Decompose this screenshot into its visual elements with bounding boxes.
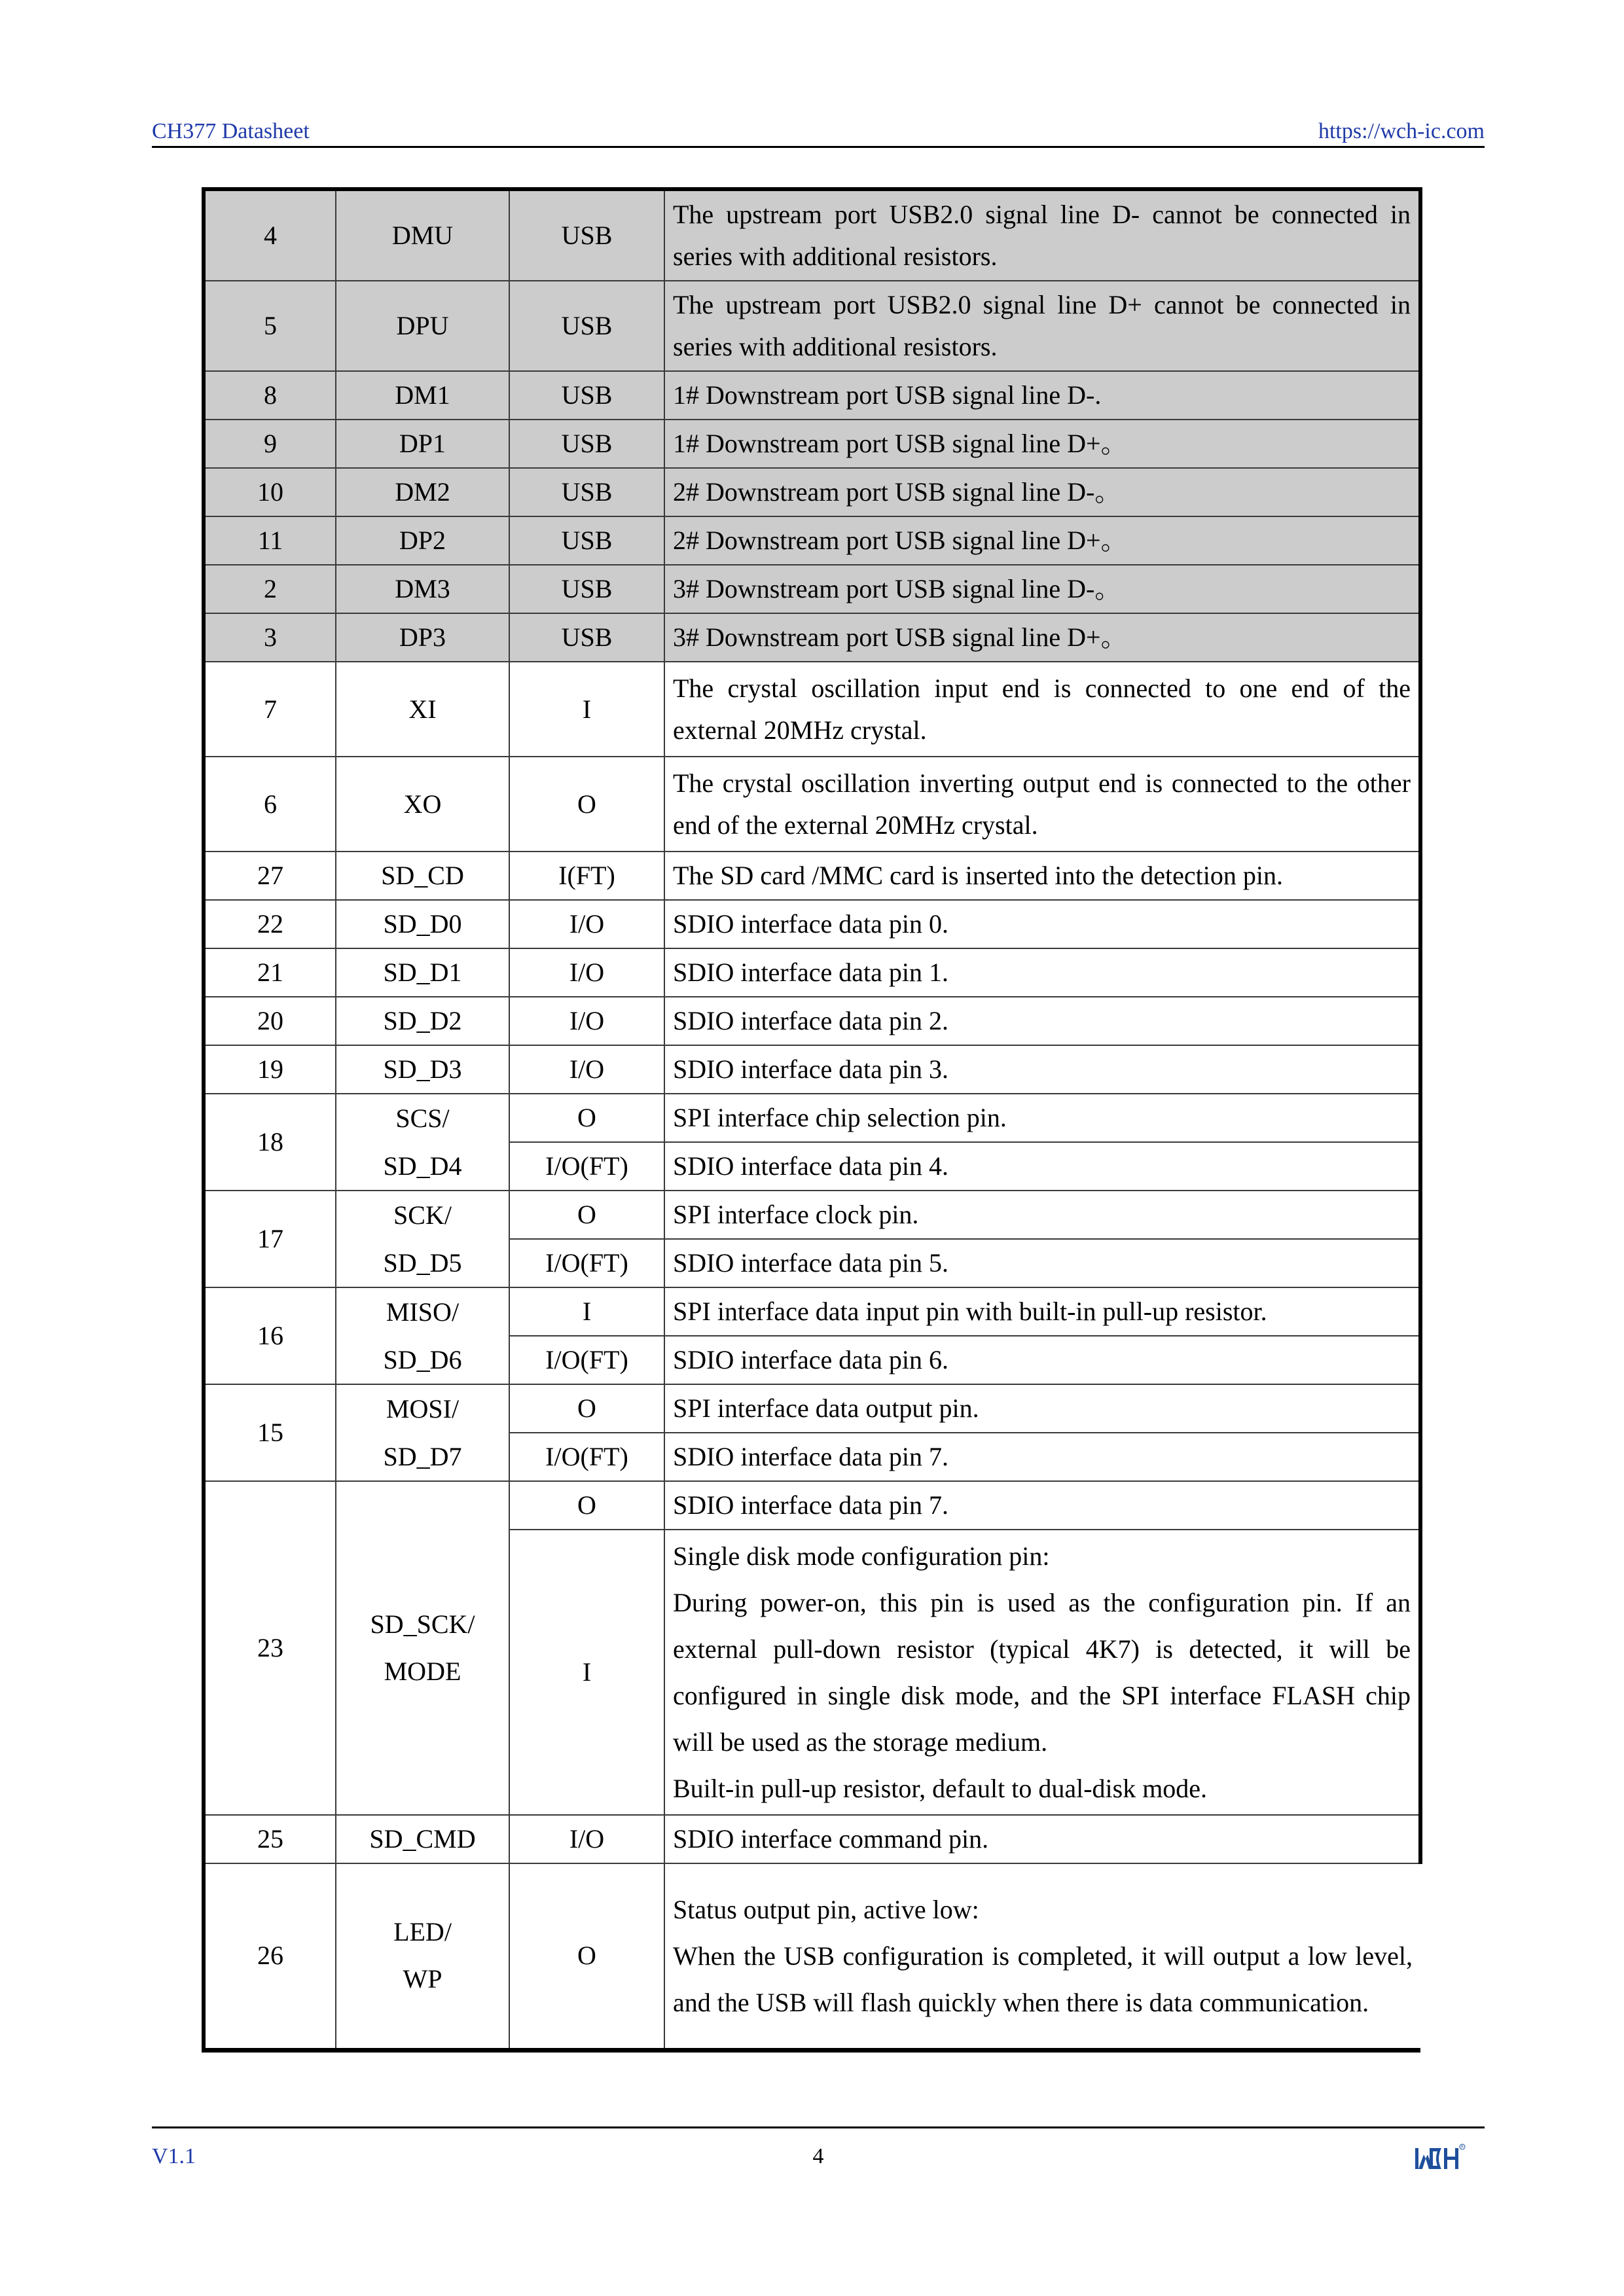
pin-name bbox=[336, 1287, 509, 1384]
pin-type: I/O bbox=[509, 948, 664, 997]
table-row bbox=[204, 1045, 1420, 1094]
pin-name bbox=[336, 1863, 509, 2050]
pin-number: 4 bbox=[204, 189, 336, 281]
page-header bbox=[152, 115, 1485, 149]
pin-description: SDIO interface data pin 3. bbox=[664, 1045, 1420, 1094]
pin-name-secondary: SD_D4 bbox=[383, 1151, 462, 1181]
table-row bbox=[204, 1863, 1420, 2050]
pin-number: 15 bbox=[204, 1384, 336, 1481]
description-line: Single disk mode configuration pin: bbox=[673, 1541, 1050, 1571]
pin-description: SDIO interface data pin 5. bbox=[664, 1239, 1420, 1287]
pin-name: DM1 bbox=[336, 371, 509, 420]
table-row bbox=[204, 1191, 1420, 1239]
pin-number: 20 bbox=[204, 997, 336, 1045]
pin-name-secondary: SD_D5 bbox=[383, 1248, 462, 1278]
pin-name: SD_D1 bbox=[336, 948, 509, 997]
pin-type: O bbox=[509, 1191, 664, 1239]
pin-number: 2 bbox=[204, 565, 336, 613]
pin-name: DPU bbox=[336, 281, 509, 371]
pin-description: The upstream port USB2.0 signal line D+ cannot be connected in series with additional resistors. bbox=[664, 281, 1420, 371]
pin-name-secondary: MODE bbox=[384, 1657, 461, 1686]
pin-name-primary: MOSI/ bbox=[386, 1394, 460, 1424]
pin-type: O bbox=[509, 757, 664, 852]
table-row bbox=[204, 468, 1420, 516]
pin-type: USB bbox=[509, 371, 664, 420]
page-footer bbox=[152, 2139, 1485, 2178]
pin-description: 3# Downstream port USB signal line D-。 bbox=[664, 565, 1420, 613]
pin-name: XI bbox=[336, 662, 509, 757]
pin-number: 7 bbox=[204, 662, 336, 757]
pin-description: 2# Downstream port USB signal line D-。 bbox=[664, 468, 1420, 516]
page-number: 4 bbox=[812, 2144, 824, 2168]
pin-description: SDIO interface data pin 4. bbox=[664, 1142, 1420, 1191]
pin-type: I/O(FT) bbox=[509, 1142, 664, 1191]
pin-number: 19 bbox=[204, 1045, 336, 1094]
pin-number: 6 bbox=[204, 757, 336, 852]
table-row bbox=[204, 900, 1420, 948]
pin-type: O bbox=[509, 1481, 664, 1530]
pin-description: SPI interface clock pin. bbox=[664, 1191, 1420, 1239]
pin-description: SPI interface data input pin with built-in pull-up resistor. bbox=[664, 1287, 1420, 1336]
pin-name: DP1 bbox=[336, 420, 509, 468]
pin-number: 23 bbox=[204, 1481, 336, 1815]
pin-type: I/O bbox=[509, 1045, 664, 1094]
pin-description: 1# Downstream port USB signal line D+。 bbox=[664, 420, 1420, 468]
pin-name: SD_CMD bbox=[336, 1815, 509, 1863]
pin-type: USB bbox=[509, 420, 664, 468]
header-divider bbox=[152, 146, 1485, 148]
table-row bbox=[204, 371, 1420, 420]
pin-description: SDIO interface data pin 0. bbox=[664, 900, 1420, 948]
pin-type: USB bbox=[509, 281, 664, 371]
pin-name-primary: LED/ bbox=[393, 1917, 452, 1947]
pin-type: USB bbox=[509, 468, 664, 516]
pin-name: DMU bbox=[336, 189, 509, 281]
pin-name: SD_D3 bbox=[336, 1045, 509, 1094]
table-row bbox=[204, 189, 1420, 281]
description-line: Built-in pull-up resistor, default to dual-disk mode. bbox=[673, 1774, 1208, 1803]
pin-number: 18 bbox=[204, 1094, 336, 1191]
description-line: During power-on, this pin is used as the configuration pin. If an external pull-down resistor (typical 4K7) is detected, it will be configured in single disk mode, and the SPI interface FLASH chip will be used as the storage medium. bbox=[673, 1588, 1411, 1757]
pin-number: 3 bbox=[204, 613, 336, 662]
pin-number: 21 bbox=[204, 948, 336, 997]
table-row bbox=[204, 1287, 1420, 1336]
pin-description: The crystal oscillation input end is connected to one end of the external 20MHz crystal. bbox=[664, 662, 1420, 757]
pin-type: USB bbox=[509, 565, 664, 613]
pin-description: SDIO interface command pin. bbox=[664, 1815, 1420, 1863]
table-row bbox=[204, 1094, 1420, 1142]
pin-description bbox=[664, 1530, 1420, 1815]
pin-number: 10 bbox=[204, 468, 336, 516]
version-label: V1.1 bbox=[152, 2144, 196, 2168]
pin-description: SPI interface data output pin. bbox=[664, 1384, 1420, 1433]
pin-name-secondary: SD_D6 bbox=[383, 1345, 462, 1374]
table-row bbox=[204, 420, 1420, 468]
pin-name: SD_CD bbox=[336, 852, 509, 900]
pin-number: 16 bbox=[204, 1287, 336, 1384]
pin-name: DP3 bbox=[336, 613, 509, 662]
pin-name: DP2 bbox=[336, 516, 509, 565]
table-row bbox=[204, 281, 1420, 371]
pin-number: 25 bbox=[204, 1815, 336, 1863]
svg-text:R: R bbox=[1460, 2145, 1464, 2149]
pin-description: SDIO interface data pin 6. bbox=[664, 1336, 1420, 1384]
table-row bbox=[204, 948, 1420, 997]
pin-number: 9 bbox=[204, 420, 336, 468]
table-row bbox=[204, 852, 1420, 900]
pin-type: I/O(FT) bbox=[509, 1239, 664, 1287]
pin-type: I bbox=[509, 662, 664, 757]
wch-logo-icon bbox=[1415, 2143, 1466, 2172]
pin-type: USB bbox=[509, 189, 664, 281]
pin-type: I bbox=[509, 1530, 664, 1815]
website-link[interactable]: https://wch-ic.com bbox=[1318, 119, 1485, 143]
table-row bbox=[204, 1384, 1420, 1433]
pin-description: The SD card /MMC card is inserted into the detection pin. bbox=[664, 852, 1420, 900]
pin-description: SDIO interface data pin 7. bbox=[664, 1433, 1420, 1481]
footer-divider bbox=[152, 2126, 1485, 2128]
pin-type: I(FT) bbox=[509, 852, 664, 900]
pin-name: SD_D0 bbox=[336, 900, 509, 948]
pin-description: 3# Downstream port USB signal line D+。 bbox=[664, 613, 1420, 662]
pin-name: DM2 bbox=[336, 468, 509, 516]
pin-type: USB bbox=[509, 613, 664, 662]
pin-description: SDIO interface data pin 2. bbox=[664, 997, 1420, 1045]
pin-name-secondary: SD_D7 bbox=[383, 1442, 462, 1471]
pin-description: SDIO interface data pin 7. bbox=[664, 1481, 1420, 1530]
pin-name bbox=[336, 1191, 509, 1287]
pin-number: 27 bbox=[204, 852, 336, 900]
pin-name bbox=[336, 1094, 509, 1191]
pin-type: I bbox=[509, 1287, 664, 1336]
pin-type: I/O bbox=[509, 900, 664, 948]
pin-type: I/O bbox=[509, 997, 664, 1045]
pin-name-primary: MISO/ bbox=[386, 1297, 460, 1327]
table-row bbox=[204, 997, 1420, 1045]
pin-name-secondary: WP bbox=[403, 1964, 442, 1994]
table-row bbox=[204, 757, 1420, 852]
pin-description: The upstream port USB2.0 signal line D- cannot be connected in series with additional resistors. bbox=[664, 189, 1420, 281]
pin-description bbox=[664, 1863, 1420, 2050]
pin-type: O bbox=[509, 1094, 664, 1142]
pin-number: 8 bbox=[204, 371, 336, 420]
pin-description-table bbox=[202, 187, 1422, 2053]
document-title: CH377 Datasheet bbox=[152, 119, 310, 143]
pin-type: USB bbox=[509, 516, 664, 565]
pin-description: The crystal oscillation inverting output end is connected to the other end of the external 20MHz crystal. bbox=[664, 757, 1420, 852]
pin-number: 17 bbox=[204, 1191, 336, 1287]
pin-number: 11 bbox=[204, 516, 336, 565]
pin-description: 1# Downstream port USB signal line D-. bbox=[664, 371, 1420, 420]
table-row bbox=[204, 662, 1420, 757]
pin-name bbox=[336, 1384, 509, 1481]
pin-type: I/O(FT) bbox=[509, 1433, 664, 1481]
pin-name-primary: SCS/ bbox=[395, 1103, 450, 1133]
table-row bbox=[204, 516, 1420, 565]
pin-name-primary: SCK/ bbox=[393, 1200, 452, 1230]
pin-type: O bbox=[509, 1863, 664, 2050]
pin-type: I/O(FT) bbox=[509, 1336, 664, 1384]
pin-description: 2# Downstream port USB signal line D+。 bbox=[664, 516, 1420, 565]
pin-number: 5 bbox=[204, 281, 336, 371]
pin-type: O bbox=[509, 1384, 664, 1433]
pin-number: 22 bbox=[204, 900, 336, 948]
pin-name: SD_D2 bbox=[336, 997, 509, 1045]
table-row bbox=[204, 1481, 1420, 1530]
table-row bbox=[204, 613, 1420, 662]
pin-description: SPI interface chip selection pin. bbox=[664, 1094, 1420, 1142]
pin-name: DM3 bbox=[336, 565, 509, 613]
pin-number: 26 bbox=[204, 1863, 336, 2050]
pin-name-primary: SD_SCK/ bbox=[370, 1609, 475, 1639]
pin-type: I/O bbox=[509, 1815, 664, 1863]
pin-description: SDIO interface data pin 1. bbox=[664, 948, 1420, 997]
table-row bbox=[204, 565, 1420, 613]
pin-name bbox=[336, 1481, 509, 1815]
table-row bbox=[204, 1815, 1420, 1863]
description-line: Status output pin, active low: bbox=[673, 1894, 979, 1924]
description-line: When the USB configuration is completed, it will output a low level, and the USB will flash quickly when there is data communication. bbox=[673, 1941, 1413, 2017]
pin-name: XO bbox=[336, 757, 509, 852]
